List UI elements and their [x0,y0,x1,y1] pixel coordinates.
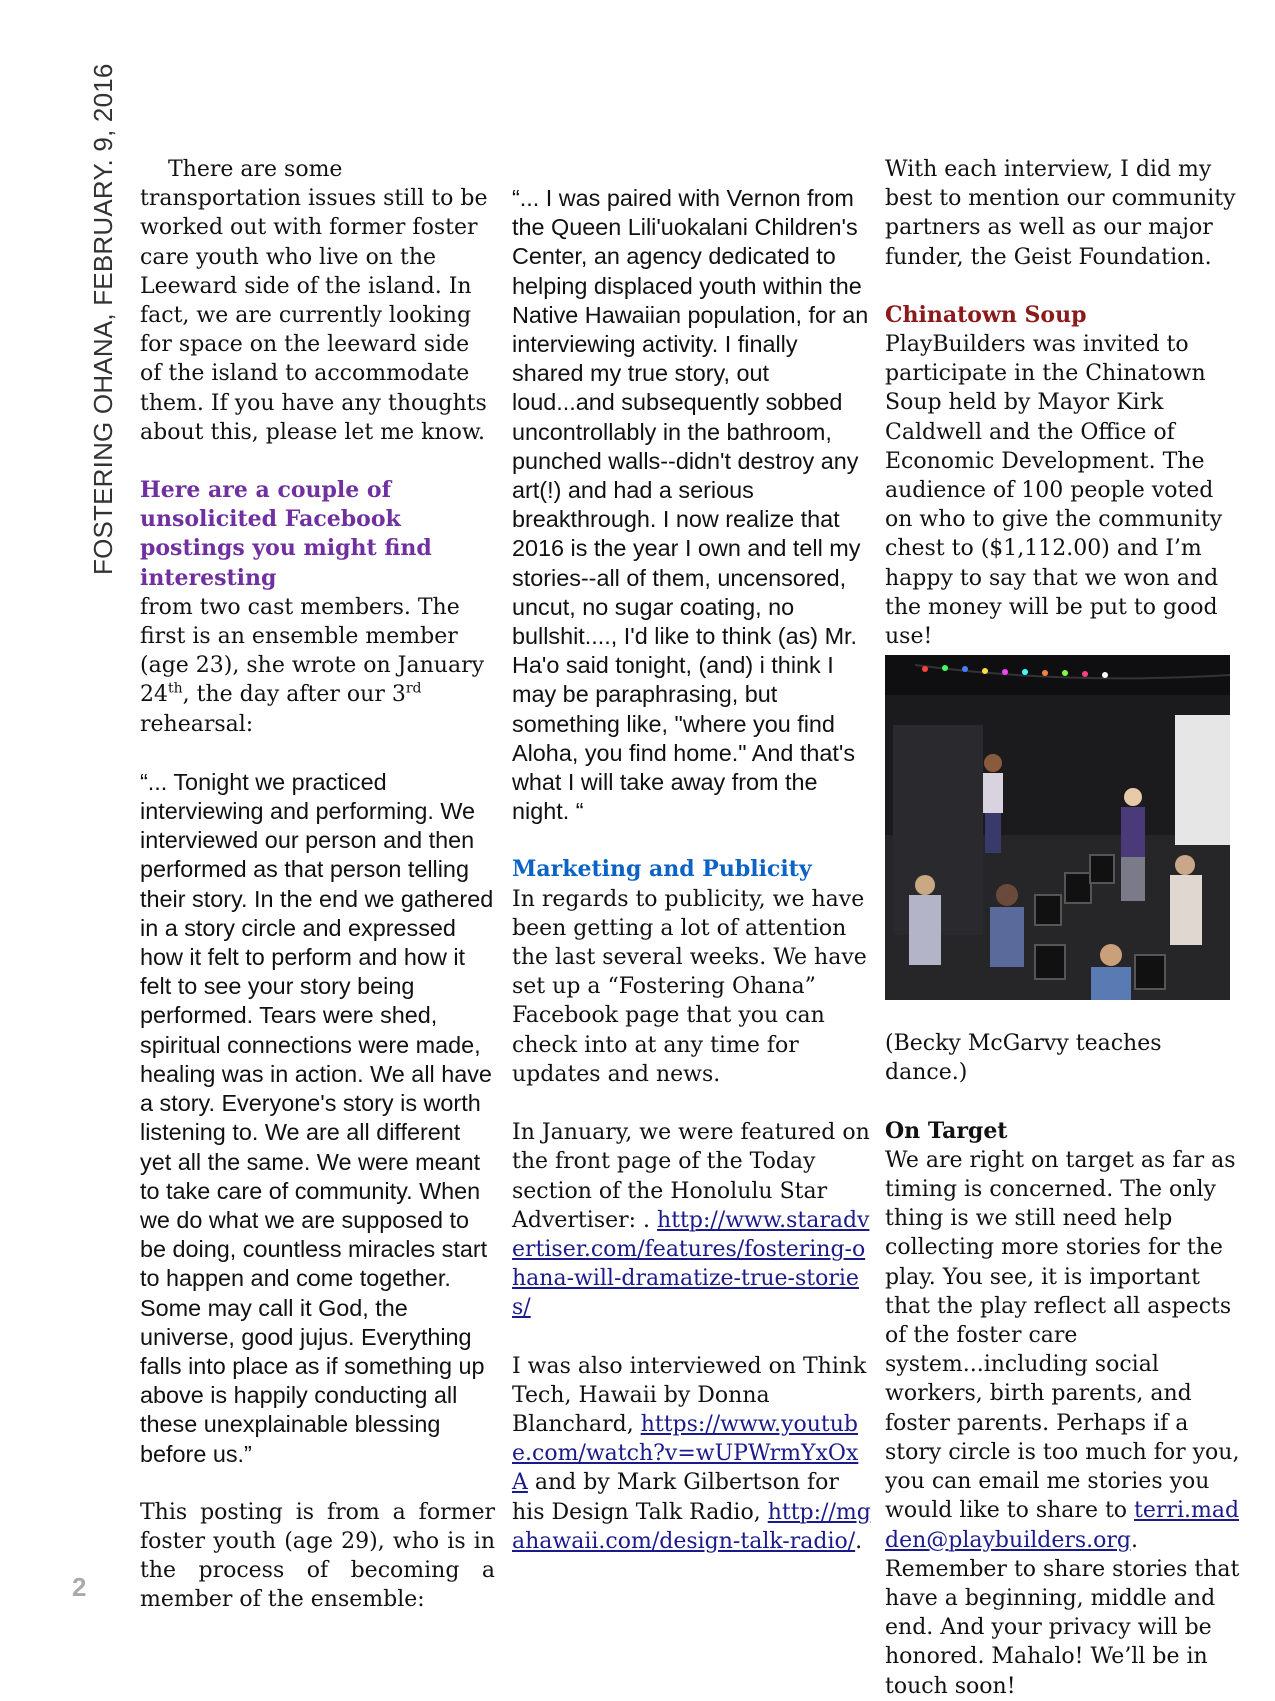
youtube-link[interactable]: https://www.youtube.com/watch?v=wUPWrmYxOxA [512,1411,859,1496]
first-posting-intro: from two cast members. The first is an ensemble member (age 23), she wrote on January 24th, the day after our 3rd rehearsal: [140,594,485,737]
second-posting-intro: This posting is from a former foster youth (age 29), who is in the process of becoming a member of the ensemble: [140,1499,495,1613]
photo-caption: (Becky McGarvy teaches dance.) [885,1031,1162,1086]
on-target-paragraph: We are right on target as far as timing is concerned. The only thing is we still need help collecting more stories for the play. You see, it is important that the play reflect all aspects of the foster care system...including social workers, birth parents, and foster parents. Perhaps if a story circle is too much for you, you can email me stories you would like to share to terri.madden@playbuilders.org. Remember to share stories that have a beginning, middle and end. And your privacy will be honored. Mahalo! We’ll be in touch soon! [885,1147,1240,1699]
star-advertiser-paragraph: In January, we were featured on the front page of the Today section of the Honolulu Star Advertiser: . http://www.staradvertiser.com/features/fostering-ohana-will-dramatize-true-stories/ [512,1120,870,1321]
chinatown-soup-paragraph: PlayBuilders was invited to participate in the Chinatown Soup held by Mayor Kirk Caldwell and the Office of Economic Development. The audience of 100 people voted on who to give the community chest to ($1,112.00) and I’m happy to say that we won and the money will be put to good use! [885,332,1223,650]
marketing-heading: Marketing and Publicity [512,856,812,883]
publicity-paragraph: In regards to publicity, we have been getting a lot of attention the last several weeks. We have set up a “Fostering Ohana” Facebook page that you can check into at any time for updates and news. [512,886,867,1087]
page-number: 2 [72,1572,87,1602]
newsletter-side-title: FOSTERING OHANA, FEBRUARY. 9, 2016 [88,63,118,575]
star-advertiser-link[interactable]: http://www.staradvertiser.com/features/fostering-ohana-will-dramatize-true-stories/ [512,1207,870,1321]
interviews-paragraph: I was also interviewed on Think Tech, Hawaii by Donna Blanchard, https://www.youtube.com/watch?v=wUPWrmYxOxA and by Mark Gilbertson for his Design Talk Radio, http://mgahawaii.com/design-talk-radio/. [512,1353,871,1554]
on-target-heading: On Target [885,1117,1008,1144]
design-talk-radio-link[interactable]: http://mgahawaii.com/design-talk-radio/ [512,1499,871,1554]
column-left [140,155,495,1615]
column-right [885,155,1245,1701]
interview-partners-paragraph: With each interview, I did my best to mention our community partners as well as our major funder, the Geist Foundation. [885,157,1236,270]
chinatown-soup-heading: Chinatown Soup [885,301,1087,328]
first-posting-quote: “... Tonight we practiced interviewing and performing. We interviewed our person and then performed as that person telling their story. In the end we gathered in a story circle and expressed how it felt to perform and how it felt to see your story being performed. Tears were shed, spiritual connections were made, healing was in action. We all have a story. Everyone's story is worth listening to. We are all different yet all the same. We were meant to take care of community. When we do what we are supposed to be doing, countless miracles start to happen and come together. Some may call it God, the universe, good jujus. Everything falls into place as if something up above is happily conducting all these unexplainable blessing before us.” [140,768,494,1467]
dance-rehearsal-photo [885,655,1230,1000]
email-link[interactable]: terri.madden@playbuilders.org [885,1498,1240,1553]
projection-screen [1175,715,1230,845]
second-posting-quote: “... I was paired with Vernon from the Queen Lili'uokalani Children's Center, an agency dedicated to helping displaced youth within the Native Hawaiian population, for an interviewing activity. I finally shared my true story, out loud...and subsequently sobbed uncontrollably in the bathroom, punched walls--didn't destroy any art(!) and had a serious breakthrough. I now realize that 2016 is the year I own and tell my stories--all of them, uncensored, uncut, no sugar coating, no bullshit...., I'd like to think (as) Mr. Ha'o said tonight, (and) i think I may be paraphrasing, but something like, "where you find Aloha, you find home." And that's what I will take away from the night. “ [512,185,869,825]
column-middle [512,184,872,1556]
facebook-postings-heading: Here are a couple of unsolicited Facebook postings you might find interesting [140,477,432,591]
transportation-paragraph: There are some transportation issues still to be worked out with former foster care youth who live on the Leeward side of the island. In fact, we are currently looking for space on the leeward side of the island to accommodate them. If you have any thoughts about this, please let me know. [140,157,488,445]
